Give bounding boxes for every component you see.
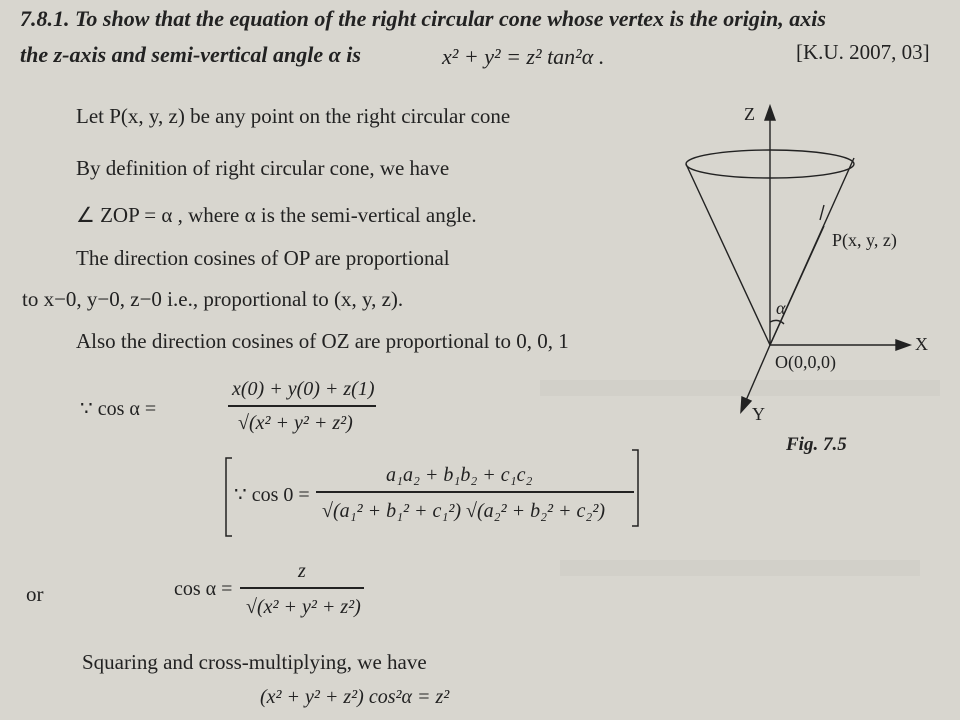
left-bracket bbox=[226, 458, 232, 536]
y-axis bbox=[744, 345, 770, 405]
right-bracket bbox=[632, 450, 638, 526]
paragraph-dc-op: The direction cosines of OP are proportional bbox=[76, 246, 450, 270]
alpha-arc bbox=[770, 320, 784, 324]
eq1-denominator: √(x² + y² + z²) bbox=[238, 412, 353, 434]
eq2-numerator: a₁a₂ + b₁b₂ + c₁c₂ bbox=[386, 464, 533, 486]
label-alpha: α bbox=[776, 298, 786, 318]
section-heading-line2: the z-axis and semi-vertical angle α is bbox=[20, 42, 361, 67]
paragraph-dc-oz: Also the direction cosines of OZ are proportional to 0, 0, 1 bbox=[76, 329, 569, 353]
paragraph-squaring: Squaring and cross-multiplying, we have bbox=[82, 650, 427, 674]
paragraph-proportional: to x−0, y−0, z−0 i.e., proportional to (x, y, z). bbox=[22, 287, 404, 311]
x-axis-arrow bbox=[896, 340, 910, 350]
eq1-lhs: ∵ cos α = bbox=[80, 398, 157, 420]
eq2-denominator: √(a₁² + b₁² + c₁²) √(a₂² + b₂² + c₂²) bbox=[322, 500, 606, 522]
label-z-axis: Z bbox=[744, 104, 755, 124]
label-x-axis: X bbox=[915, 334, 928, 354]
cone-side-left bbox=[686, 164, 770, 345]
op-line bbox=[770, 226, 824, 345]
label-point-p: P(x, y, z) bbox=[832, 230, 897, 250]
paragraph-definition: By definition of right circular cone, we have bbox=[76, 156, 450, 180]
eq3-denominator: √(x² + y² + z²) bbox=[246, 596, 361, 618]
word-or: or bbox=[26, 582, 44, 606]
eq2-bracket bbox=[226, 450, 638, 536]
eq3-lhs: cos α = bbox=[174, 578, 233, 600]
figure-caption: Fig. 7.5 bbox=[786, 434, 847, 455]
label-origin: O(0,0,0) bbox=[775, 352, 836, 372]
eq1-numerator: x(0) + y(0) + z(1) bbox=[232, 378, 375, 400]
eq3-numerator: z bbox=[298, 560, 306, 582]
label-y-axis: Y bbox=[752, 404, 765, 424]
z-axis-arrow bbox=[765, 106, 775, 120]
exam-reference: [K.U. 2007, 03] bbox=[796, 40, 930, 64]
paragraph-let-p: Let P(x, y, z) be any point on the right circular cone bbox=[76, 104, 511, 128]
y-axis-arrow bbox=[741, 397, 751, 412]
eq2-lhs: ∵ cos 0 = bbox=[234, 484, 310, 506]
section-heading-line1: 7.8.1. To show that the equation of the right circular cone whose vertex is the origin, axis bbox=[20, 6, 826, 31]
final-equation: (x² + y² + z²) cos²α = z² bbox=[260, 686, 450, 708]
paragraph-angle-zop: ∠ ZOP = α , where α is the semi-vertical angle. bbox=[76, 203, 477, 227]
cone-equation: x² + y² = z² tan²α . bbox=[442, 44, 605, 69]
inner-mark bbox=[820, 205, 824, 220]
